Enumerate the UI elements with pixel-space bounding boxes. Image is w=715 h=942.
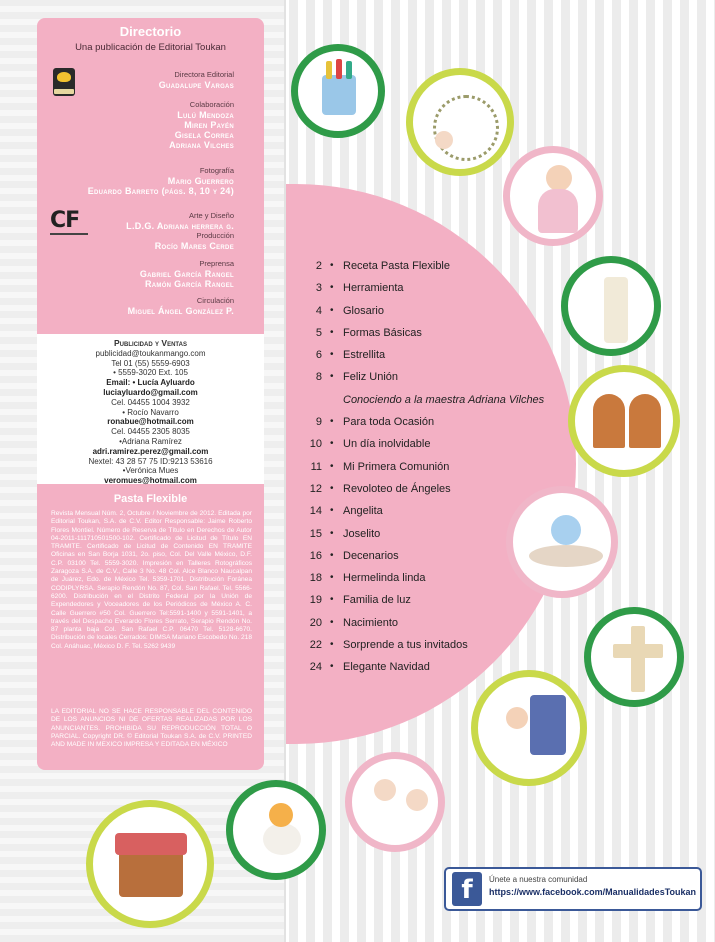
directory-panel xyxy=(37,18,264,770)
table-of-contents xyxy=(300,260,570,684)
legal-disclaimer: LA EDITORIAL NO SE HACE RESPONSABLE DEL CONTENIDO DE LOS ANUNCIOS NI DE OFERTAS REALIZADAS POR LOS ANUNCIANTES. PROHIBIDA SU REPRODUCCIÓN TOTAL O PARCIAL. Copyright DR. © Editorial Toukan S.A. de C.V. PRINTED AND MADE IN MEXICO IMPRESA Y EDITADA EN MÉXICO xyxy=(51,708,252,749)
directory-title: Directorio xyxy=(119,24,182,39)
contact-box: Publicidad y Ventas publicidad@toukanmango.com Tel 01 (55) 5559-6903 • 5559-3020 Ext. 105 Email: • Lucía Ayluardo luciayluardo@gmail.com Cel. 04455 1004 3932 • Rocío Navarro ronabue@hotmail.com Cel. 04455 2305 8035 •Adriana Ramírez adri.ramirez.perez@gmail.com Nextel: 43 28 57 75 ID:9213 53616 •Verónica Mues veromues@hotmail.com xyxy=(37,334,264,484)
pasta-flexible-title: Pasta Flexible xyxy=(113,493,188,505)
toc-item[interactable]: 14 • Angelita xyxy=(309,505,383,518)
toc-item[interactable]: 8 • Feliz Unión xyxy=(315,371,399,384)
credit-arte: Arte y Diseño L.D.G. Adriana herrera g. Producción Rocío Mares Cerde xyxy=(126,211,234,251)
photo-angel-cupcakes xyxy=(506,486,618,598)
facebook-invite-text: Únete a nuestra comunidad xyxy=(489,875,588,884)
toc-item[interactable]: 6 • Estrellita xyxy=(315,349,386,362)
toc-item[interactable]: 3 • Herramienta xyxy=(315,282,404,295)
toc-item[interactable]: 24 • Elegante Navidad xyxy=(309,661,430,674)
toc-item[interactable]: 22 • Sorprende a tus invitados xyxy=(309,639,468,652)
photo-decenario xyxy=(345,752,445,852)
facebook-f-icon: f xyxy=(452,872,482,906)
legal-text: Revista Mensual Núm. 2, Octubre / Noviembre de 2012. Editada por Editorial Toukan, S.A. de C.V. Editor Responsable: Jaime Roberto Flores Montiel. Número de Reserva de Título en Derechos de Autor 04-2011-111710501500-102. Certificado de Licitud de Título EN TRAMITE. Certificado de Licitud de Contenido EN TRAMITE Oficinas en San Borja 1031, 2o. piso, Col. Del Valle México, D.F. C.P. 03100 Tel. 5559-3020. Impresión en Talleres Rotográficos Zaragoza S.A. de C.V., Calle 3 No. 48 Col. Alce Blanco Naucalpan de Juárez, Edo. de México Tel. 5359-1701. Distribución Foránea CODIPLYRSA. Serapio Rendón No. 87, Col. San Rafael. Tel. 5566-6200. Distribución en el Distrito Federal por la Unión de Expendedores y Voceadores de los Periódicos de México A. C. Calle Guerrero #50 Col. Guerrero Tel:5591-1400 y 5591-1401, a través del Despacho Everardo Flores Serrato, Serapio Rendón No. 87 planta baja Col. San Rafael C.P. 06470 Tel. 5128-6670. Distribución de locales Cerrados: DIMSA Mariano Escobedo No. 218 Col. Anáhuac, México D. F. Tel. 5262 9439 xyxy=(51,510,252,650)
credit-editorial: Directora Editorial Guadalupe Vargas xyxy=(158,70,234,90)
credit-colaboracion: Colaboración Lulú Mendoza Miren Payén Gisela Correa Adriana Vilches xyxy=(169,100,234,150)
toc-item-subtitle[interactable]: Conociendo a la maestra Adriana Vilches xyxy=(343,393,545,406)
credit-circulacion: Circulación Miguel Ángel González P. xyxy=(127,296,234,316)
toc-item[interactable]: 10 • Un día inolvidable xyxy=(309,438,431,451)
toc-item[interactable]: 9 • Para toda Ocasión xyxy=(315,416,435,429)
photo-halloween-figure xyxy=(226,780,326,880)
credit-fotografia: Fotografía Mario Guerrero Eduardo Barreto (págs. 8, 10 y 24) xyxy=(87,166,234,196)
photo-cross xyxy=(584,607,684,707)
facebook-url-link[interactable]: https://www.facebook.com/ManualidadesToukan xyxy=(489,887,697,897)
photo-candle xyxy=(561,256,661,356)
toukan-logo xyxy=(53,68,75,96)
photo-gingerbread-house xyxy=(86,800,214,928)
photo-communion-figures xyxy=(568,365,680,477)
toc-item[interactable]: 16 • Decenarios xyxy=(309,549,399,562)
photo-pencil-holder xyxy=(291,44,385,138)
photo-nativity-figures xyxy=(471,670,587,786)
toc-item[interactable]: 15 • Joselito xyxy=(309,527,381,540)
toc-item[interactable]: 20 • Nacimiento xyxy=(309,616,399,629)
photo-angel-jar xyxy=(503,146,603,246)
toc-item[interactable]: 5 • Formas Básicas xyxy=(315,326,422,339)
toc-item[interactable]: 12 • Revoloteo de Ángeles xyxy=(309,482,451,495)
facebook-banner[interactable] xyxy=(444,867,702,911)
toc-item[interactable]: 2 • Receta Pasta Flexible xyxy=(315,260,450,272)
toc-item[interactable]: 18 • Hermelinda linda xyxy=(309,572,426,585)
toc-item[interactable]: 11 • Mi Primera Comunión xyxy=(310,460,450,473)
photo-rosary xyxy=(406,68,514,176)
toc-item[interactable]: 4 • Glosario xyxy=(315,304,384,317)
toc-item[interactable]: 19 • Familia de luz xyxy=(309,594,411,607)
cf-logo: CF xyxy=(50,210,90,236)
credit-preprensa: Preprensa Gabriel García Rangel Ramón García Rangel xyxy=(139,259,234,289)
directory-subtitle: Una publicación de Editorial Toukan xyxy=(75,42,226,53)
